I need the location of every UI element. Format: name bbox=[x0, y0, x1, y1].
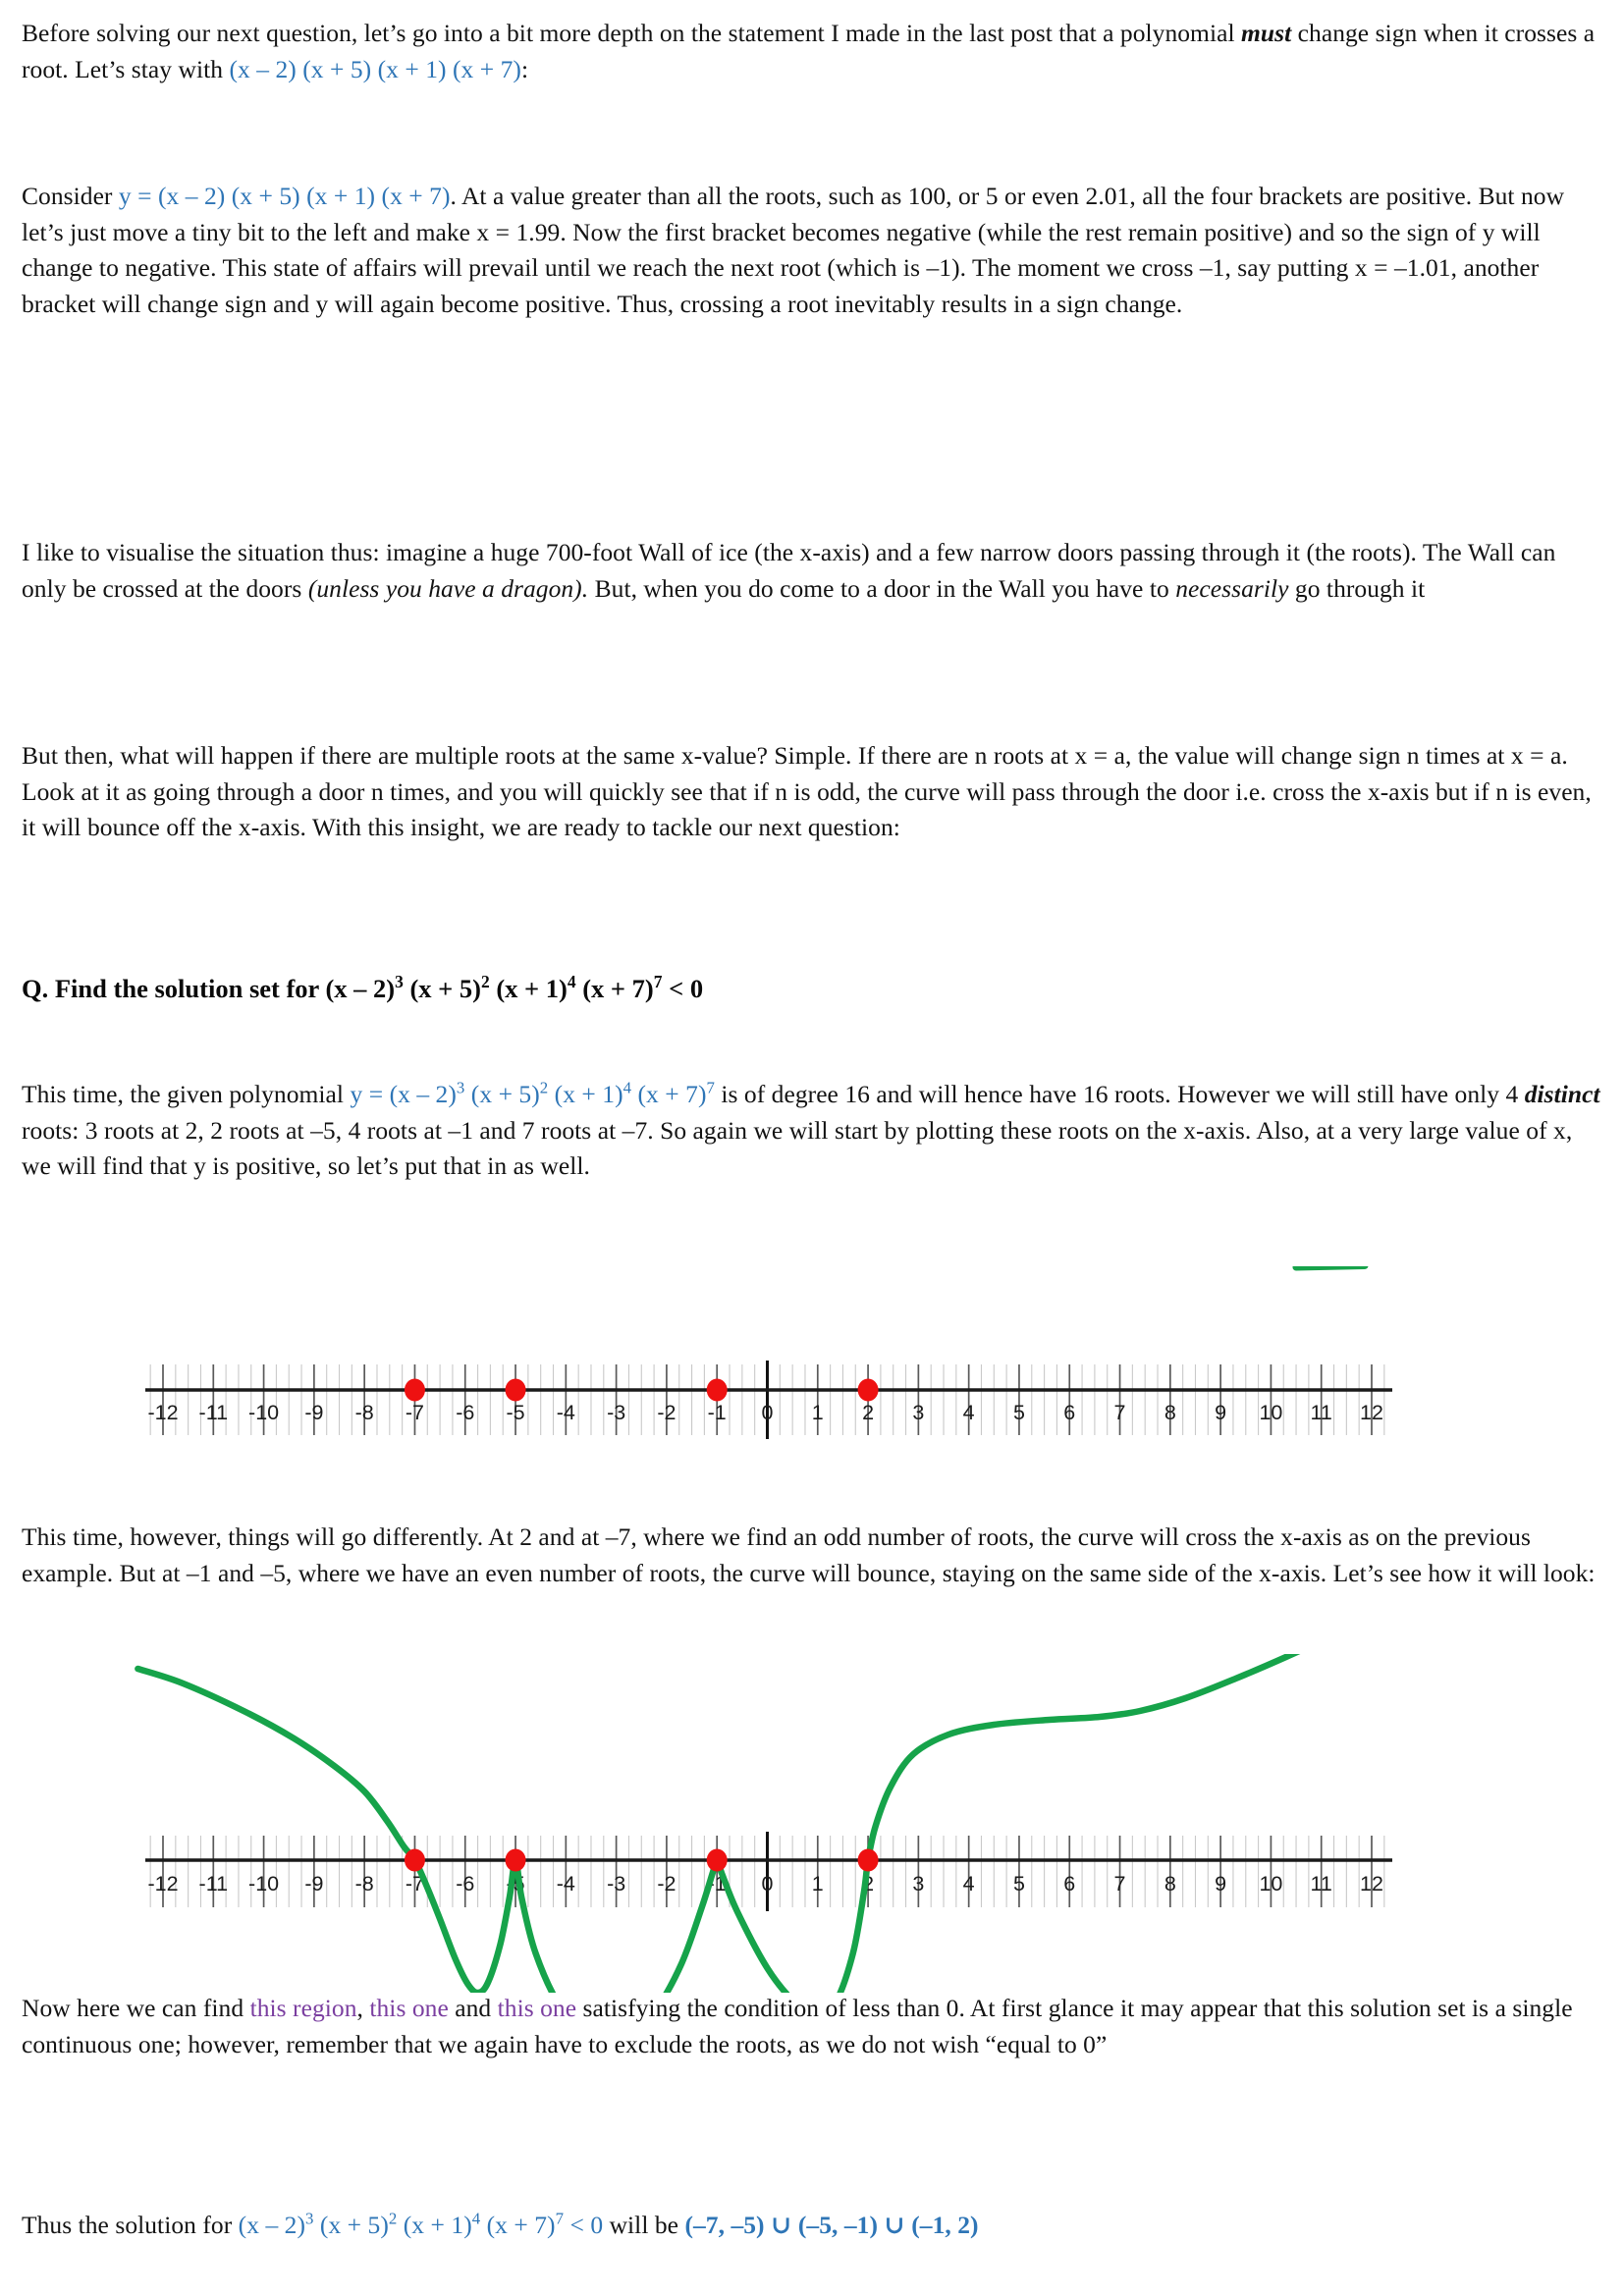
p1-expression: (x – 2) (x + 5) (x + 1) (x + 7) bbox=[229, 54, 521, 83]
p5-expression bbox=[350, 1080, 714, 1108]
tick-label: -6 bbox=[456, 1872, 475, 1896]
paragraph-regions bbox=[22, 1991, 1602, 2062]
q-sup-1: 3 bbox=[395, 972, 404, 992]
q-base-4: (x + 7) bbox=[575, 974, 654, 1003]
p1-emphasis-must: must bbox=[1241, 19, 1292, 47]
q-base-1: (x – 2) bbox=[325, 974, 396, 1003]
figure-polynomial-sketch bbox=[0, 1654, 1624, 1993]
tick-label: 5 bbox=[1012, 1872, 1025, 1896]
p8-text-3: will be bbox=[603, 2211, 685, 2239]
p7-text-2: , bbox=[356, 1994, 370, 2022]
tick-label: -2 bbox=[657, 1401, 677, 1424]
p5-sup-3: 4 bbox=[623, 1078, 632, 1097]
tick-label: 12 bbox=[1360, 1401, 1383, 1424]
root-dot bbox=[506, 1379, 526, 1402]
tick-label: 0 bbox=[761, 1401, 774, 1424]
tick-label: -1 bbox=[707, 1872, 727, 1896]
p5-emphasis-distinct: distinct bbox=[1524, 1080, 1600, 1108]
question-expression bbox=[325, 974, 662, 1003]
tick-label: 7 bbox=[1113, 1872, 1126, 1896]
number-line-svg-1 bbox=[0, 1266, 1624, 1492]
q-sup-3: 4 bbox=[567, 972, 576, 992]
p3-italic-dragon: (unless you have a dragon). bbox=[307, 573, 589, 603]
q-base-3: (x + 1) bbox=[489, 974, 568, 1003]
p2-text-1: Consider bbox=[22, 182, 119, 210]
polynomial-curve bbox=[137, 1654, 1372, 1993]
p5-base-1: y = (x – 2) bbox=[350, 1080, 457, 1108]
link-this-one-1[interactable]: this one bbox=[369, 1994, 449, 2022]
tick-label: -9 bbox=[304, 1401, 324, 1424]
tick-label: 3 bbox=[912, 1872, 925, 1896]
p2-expression: y = (x – 2) (x + 5) (x + 1) (x + 7) bbox=[118, 182, 451, 210]
paragraph-degree-16 bbox=[22, 1077, 1602, 1185]
tick-label: -11 bbox=[198, 1872, 229, 1896]
figure-number-line-roots bbox=[0, 1266, 1624, 1492]
question-label: Q. bbox=[22, 974, 49, 1003]
tick-label: 4 bbox=[962, 1872, 975, 1896]
p5-sup-1: 3 bbox=[456, 1078, 465, 1097]
root-dot bbox=[506, 1849, 526, 1872]
tick-label: -3 bbox=[607, 1401, 626, 1424]
p8-base-4: (x + 7) bbox=[480, 2211, 556, 2239]
p5-sup-4: 7 bbox=[706, 1078, 715, 1097]
tick-label: 6 bbox=[1063, 1872, 1076, 1896]
p7-text-1: Now here we can find bbox=[22, 1994, 250, 2022]
p5-sup-2: 2 bbox=[539, 1078, 549, 1097]
tick-label: -5 bbox=[506, 1401, 525, 1424]
question-text-2: < 0 bbox=[662, 974, 704, 1003]
p1-text-3: : bbox=[520, 54, 529, 83]
p8-sup-2: 2 bbox=[388, 2209, 398, 2228]
tick-label: -12 bbox=[147, 1872, 179, 1896]
root-dot bbox=[858, 1849, 879, 1872]
solution-set-answer: (–7, –5) ∪ (–5, –1) ∪ (–1, 2) bbox=[684, 2211, 979, 2239]
p3-text-3: go through it bbox=[1288, 573, 1426, 603]
tick-label: 1 bbox=[811, 1872, 824, 1896]
q-sup-4: 7 bbox=[653, 972, 663, 992]
p2-text-2: . At a value greater than all the roots, such as 100, or 5 or even 2.01, all the four brackets are positive. But now let’s just move a tiny bit to the left and make x = 1.99. Now the first bracket becomes negative (while the rest remain positive) and so the sign of y will change to negative. This state of affairs will prevail until we reach the next root (which is –1). The moment we cross –1, say putting x = –1.01, another bracket will change sign and y will again become positive. Thus, crossing a root inevitably results in a sign change. bbox=[22, 182, 1565, 318]
tick-label: -1 bbox=[707, 1401, 727, 1424]
root-dot bbox=[405, 1849, 425, 1872]
p8-base-2: (x + 5) bbox=[313, 2211, 389, 2239]
p3-text-2: But, when you do come to a door in the Wall you have to bbox=[588, 573, 1176, 603]
p4-text-1: But then, what will happen if there are multiple roots at the same x-value? Simple. If there are n roots at x = a, the value will change sign n times at x = a. Look at it as going through a door n times, and you will quickly see that if n is odd, the curve will pass through the door i.e. cross the x-axis but if n is even, it will bounce off the x-axis. With this insight, we are ready to tackle our next question: bbox=[22, 741, 1592, 841]
question-heading bbox=[22, 972, 1602, 1005]
tick-label: 11 bbox=[1310, 1872, 1332, 1896]
tick-label: -4 bbox=[556, 1401, 575, 1424]
tick-labels bbox=[147, 1401, 1383, 1424]
tick-label: 9 bbox=[1215, 1872, 1227, 1896]
p8-sup-1: 3 bbox=[305, 2209, 314, 2228]
q-sup-2: 2 bbox=[480, 972, 490, 992]
p3-text-1: I like to visualise the situation thus: imagine a huge 700-foot Wall of ice (the x-axis) and a few narrow doors passing through it (the roots). The Wall can only be crossed at the doors bbox=[22, 538, 1556, 603]
root-dot bbox=[707, 1849, 728, 1872]
tick-label: -2 bbox=[657, 1872, 677, 1896]
p5-text-1: This time, the given polynomial bbox=[22, 1080, 351, 1108]
tick-label: -3 bbox=[607, 1872, 626, 1896]
q-base-2: (x + 5) bbox=[403, 974, 481, 1003]
tick-label: -6 bbox=[456, 1401, 475, 1424]
tick-label: -4 bbox=[556, 1872, 575, 1896]
paragraph-cross-bounce bbox=[22, 1520, 1602, 1591]
tick-label: 2 bbox=[862, 1872, 875, 1896]
tick-label: 0 bbox=[761, 1872, 774, 1896]
p1-text-1: Before solving our next question, let’s go into a bit more depth on the statement I made in the last post that a polynomial bbox=[22, 19, 1242, 47]
tick-label: 10 bbox=[1259, 1872, 1283, 1896]
p8-sup-3: 4 bbox=[471, 2209, 481, 2228]
tick-label: 12 bbox=[1360, 1872, 1383, 1896]
tick-label: 8 bbox=[1164, 1872, 1176, 1896]
tick-label: -7 bbox=[405, 1401, 425, 1424]
rising-arrow-icon bbox=[1296, 1266, 1365, 1267]
tick-label: -8 bbox=[354, 1872, 374, 1896]
p8-text-1: Thus the solution for bbox=[22, 2211, 239, 2239]
p5-base-3: (x + 1) bbox=[548, 1080, 623, 1108]
p3-italic-necessarily: necessarily bbox=[1175, 573, 1289, 603]
paragraph-wall-analogy bbox=[22, 535, 1602, 607]
paragraph-solution bbox=[22, 2208, 1602, 2244]
number-line-svg-2 bbox=[0, 1654, 1624, 1993]
tick-label: -8 bbox=[354, 1401, 374, 1424]
tick-labels bbox=[147, 1872, 1383, 1896]
root-dot bbox=[858, 1379, 879, 1402]
tick-label: 6 bbox=[1063, 1401, 1076, 1424]
p5-text-3: roots: 3 roots at 2, 2 roots at –5, 4 roots at –1 and 7 roots at –7. So again we will start by plotting these roots on the x-axis. Also, at a very large value of x, we will find that y is positive, so let’s put that in as well. bbox=[22, 1115, 1573, 1180]
link-this-region[interactable]: this region bbox=[249, 1994, 357, 2022]
tick-label: 5 bbox=[1012, 1401, 1025, 1424]
p8-base-1: (x – 2) bbox=[238, 2211, 306, 2239]
link-this-one-2[interactable]: this one bbox=[497, 1994, 577, 2022]
p8-base-3: (x + 1) bbox=[397, 2211, 472, 2239]
paragraph-consider bbox=[22, 179, 1602, 322]
tick-label: -11 bbox=[198, 1401, 229, 1424]
p8-sup-4: 7 bbox=[555, 2209, 565, 2228]
tick-label: 1 bbox=[811, 1401, 824, 1424]
p5-text-2: is of degree 16 and will hence have 16 roots. However we will still have only 4 bbox=[714, 1080, 1525, 1108]
tick-label: -7 bbox=[405, 1872, 425, 1896]
tick-label: -5 bbox=[506, 1872, 525, 1896]
tick-label: -10 bbox=[248, 1401, 280, 1424]
p7-text-3: and bbox=[448, 1994, 498, 2022]
tick-label: 10 bbox=[1259, 1401, 1283, 1424]
p8-inequality: < 0 bbox=[564, 2211, 604, 2239]
p8-expression bbox=[239, 2211, 603, 2239]
p5-base-4: (x + 7) bbox=[631, 1080, 707, 1108]
p5-base-2: (x + 5) bbox=[464, 1080, 540, 1108]
p6-text-1: This time, however, things will go differently. At 2 and at –7, where we find an odd number of roots, the curve will cross the x-axis as on the previous example. But at –1 and –5, where we have an even number of roots, the curve will bounce, staying on the same side of the x-axis. Let’s see how it will look: bbox=[22, 1522, 1596, 1587]
p1-text-2: change sign when it crosses a root. Let’s stay with bbox=[22, 19, 1596, 83]
tick-label: 11 bbox=[1310, 1401, 1332, 1424]
tick-label: 8 bbox=[1164, 1401, 1176, 1424]
p7-text-4: satisfying the condition of less than 0. At first glance it may appear that this solution set is a single continuous one; however, remember that we again have to exclude the roots, as we do not wish “equal to 0” bbox=[22, 1994, 1573, 2058]
root-dot bbox=[707, 1379, 728, 1402]
tick-label: 4 bbox=[962, 1401, 975, 1424]
question-text-1: Find the solution set for bbox=[48, 974, 326, 1003]
tick-label: -9 bbox=[304, 1872, 324, 1896]
tick-label: -12 bbox=[147, 1401, 179, 1424]
tick-label: 3 bbox=[912, 1401, 925, 1424]
tick-label: -10 bbox=[248, 1872, 280, 1896]
paragraph-intro bbox=[22, 16, 1602, 87]
tick-label: 2 bbox=[862, 1401, 875, 1424]
root-dot bbox=[405, 1379, 425, 1402]
tick-label: 9 bbox=[1215, 1401, 1227, 1424]
paragraph-multiple-roots bbox=[22, 738, 1602, 846]
tick-label: 7 bbox=[1113, 1401, 1126, 1424]
